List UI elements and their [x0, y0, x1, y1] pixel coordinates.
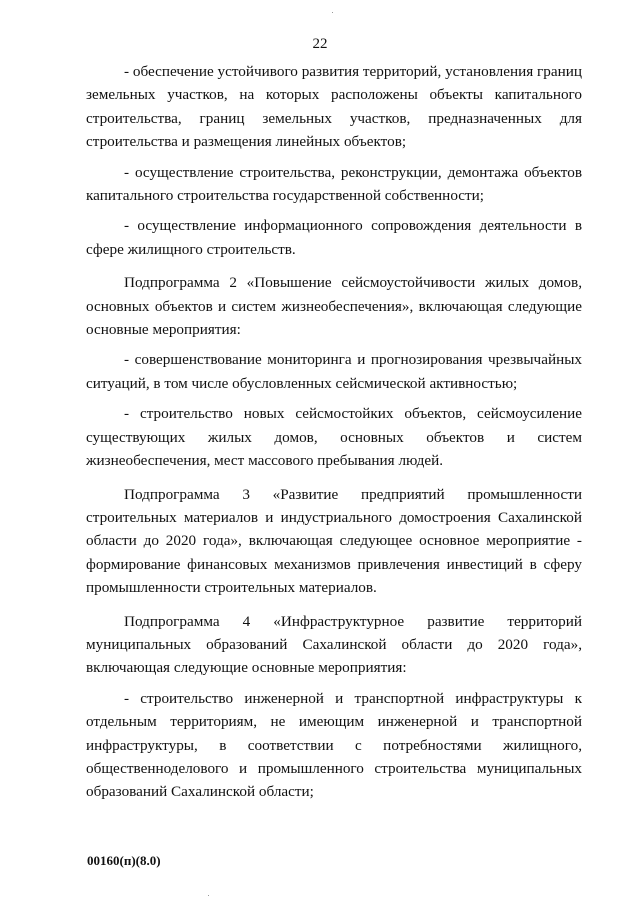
paragraph-territory-development: - обеспечение устойчивого развития территорий, установления границ земельных участков, на которых расположены объекты капитального строительства, границ земельных участков, предназначенных для строительства и размещения линейных объектов;: [86, 63, 582, 151]
scan-artifact: [208, 895, 209, 896]
paragraph-information-support: - осуществление информационного сопровождения деятельности в сфере жилищного строительств.: [86, 217, 582, 258]
paragraph-monitoring: - совершенствование мониторинга и прогнозирования чрезвычайных ситуаций, в том числе обусловленных сейсмической активностью;: [86, 351, 582, 392]
paragraph-seismic-construction: - строительство новых сейсмостойких объектов, сейсмоусиление существующих жилых домов, основных объектов и систем жизнеобеспечения, мест массового пребывания людей.: [86, 405, 582, 470]
paragraph-subprogram-4: Подпрограмма 4 «Инфраструктурное развитие территорий муниципальных образований Сахалинской области до 2020 года», включающая следующие основные мероприятия:: [86, 612, 582, 677]
page-number: 22: [312, 36, 328, 52]
paragraph-subprogram-3: Подпрограмма 3 «Развитие предприятий промышленности строительных материалов и индустриального домостроения Сахалинской области до 2020 года», включающая следующее основное мероприятие - формирование финансовых механизмов привлечения инвестиций в сферу промышленности строительных материалов.: [86, 485, 582, 597]
document-code: 00160(п)(8.0): [87, 853, 161, 868]
document-body: [86, 60, 582, 804]
paragraph-subprogram-2: Подпрограмма 2 «Повышение сейсмоустойчивости жилых домов, основных объектов и систем жизнеобеспечения», включающая следующие основные мероприятия:: [86, 274, 582, 339]
paragraph-construction-reconstruction: - осуществление строительства, реконструкции, демонтажа объектов капитального строительства государственной собственности;: [86, 163, 582, 205]
paragraph-infrastructure-construction: - строительство инженерной и транспортной инфраструктуры к отдельным территориям, не имеющим инженерной и транспортной инфраструктуры, в соответствии с потребностями жилищного, общественноделового и промышленного строительства муниципальных образований Сахалинской области;: [86, 689, 582, 801]
scan-artifact: [332, 12, 333, 13]
